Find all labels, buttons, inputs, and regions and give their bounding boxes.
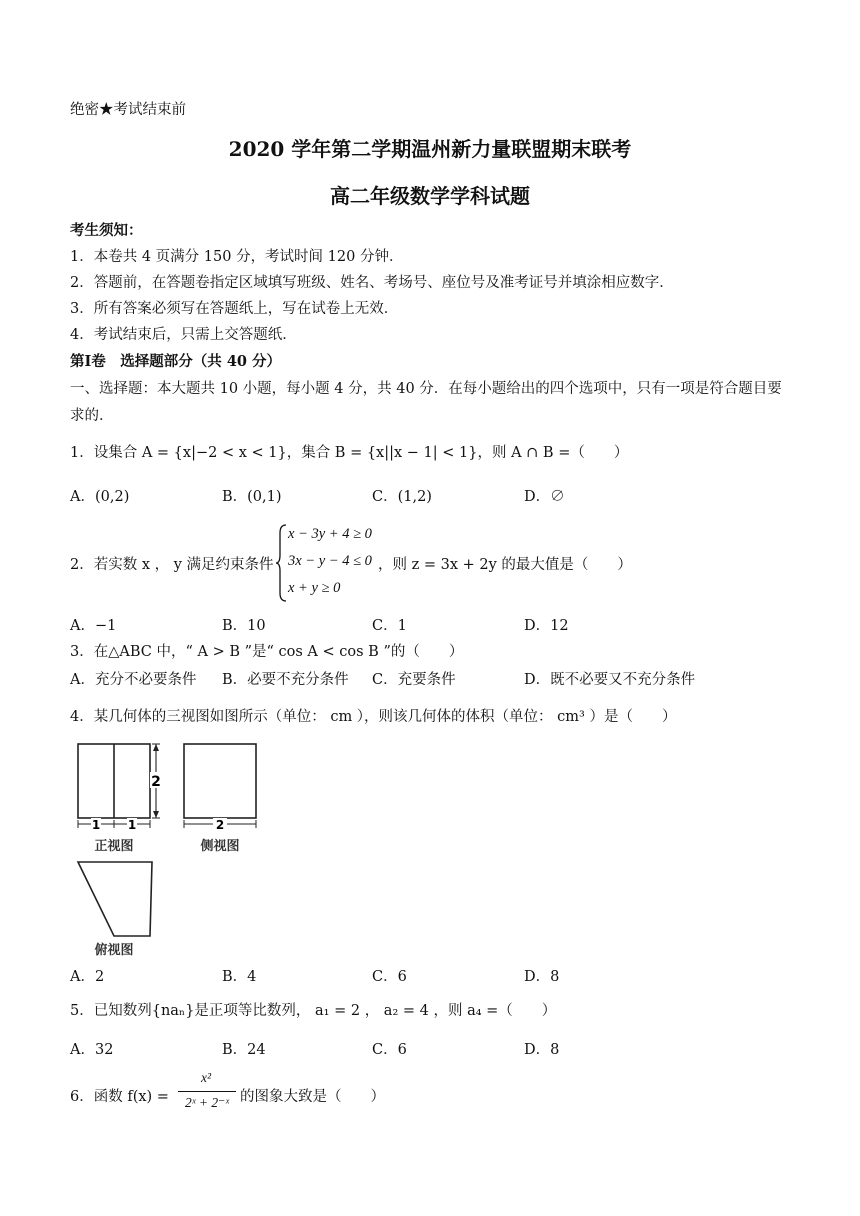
question-1-option-d: D．∅ <box>524 489 565 505</box>
question-4-option-d: D．8 <box>524 969 560 985</box>
top-view <box>78 862 152 958</box>
question-2-option-b: B．10 <box>222 618 266 634</box>
section-heading: 第Ⅰ卷 选择题部分（共 40 分） <box>70 353 282 370</box>
question-1-option-b: B．(0,1) <box>222 489 282 505</box>
top-view-label: 俯视图 <box>94 943 134 958</box>
three-view-figure <box>70 736 270 961</box>
fraction-bar <box>178 1091 236 1092</box>
side-view <box>184 744 256 854</box>
question-1-option-a: A．(0,2) <box>70 489 130 505</box>
notice-item-4: 4．考试结束后，只需上交答题纸． <box>70 327 297 343</box>
question-6-stem-right: 的图象大致是（ ） <box>240 1089 385 1105</box>
question-3-option-c: C．充要条件 <box>372 672 456 688</box>
dim-front-right: 1 <box>127 818 137 832</box>
question-3-stem: 3．在△ABC 中，“ A > B ”是“ cos A < cos B ”的（ ） <box>70 644 464 660</box>
fraction-denominator: 2ˣ + 2⁻ˣ <box>184 1095 230 1110</box>
exam-title: 2020 学年第二学期温州新力量联盟期末联考 <box>228 137 632 161</box>
constraint-brace <box>276 523 288 603</box>
question-2-stem-right: ，则 z = 3x + 2y 的最大值是（ ） <box>378 557 632 573</box>
exam-subtitle: 高二年级数学学科试题 <box>330 184 530 208</box>
constraint-1: x − 3y + 4 ≥ 0 <box>288 526 372 542</box>
notice-item-3: 3．所有答案必须写在答题纸上，写在试卷上无效． <box>70 301 399 317</box>
question-3-option-d: D．既不必要又不充分条件 <box>524 672 696 688</box>
notice-item-1: 1．本卷共 4 页满分 150 分，考试时间 120 分钟． <box>70 249 404 265</box>
confidential-mark: 绝密★考试结束前 <box>70 102 186 118</box>
front-view <box>78 744 162 854</box>
front-view-label: 正视图 <box>94 839 134 854</box>
question-6-stem-left: 6．函数 f(x) = <box>70 1089 169 1105</box>
dim-side: 2 <box>215 818 225 832</box>
side-view-label: 侧视图 <box>200 839 240 854</box>
question-4-option-a: A．2 <box>70 969 105 985</box>
fraction-numerator: x² <box>200 1070 212 1085</box>
question-1-stem: 1．设集合 A = {x|−2 < x < 1}，集合 B = {x||x − 1| < 1}，则 A ∩ B =（ ） <box>70 445 629 461</box>
section-intro-line1: 一、选择题：本大题共 10 小题，每小题 4 分，共 40 分．在每小题给出的四个选项中，只有一项是符合题目要 <box>70 381 782 397</box>
question-5-option-c: C．6 <box>372 1042 407 1058</box>
dim-front-left: 1 <box>91 818 101 832</box>
question-2-option-a: A．−1 <box>70 618 117 634</box>
question-2-stem-left: 2．若实数 x ， y 满足约束条件 <box>70 557 274 573</box>
question-5-option-a: A．32 <box>70 1042 114 1058</box>
constraint-3: x + y ≥ 0 <box>288 580 341 596</box>
question-4-option-c: C．6 <box>372 969 407 985</box>
question-3-option-b: B．必要不充分条件 <box>222 672 349 688</box>
dim-height: 2 <box>151 774 161 790</box>
notice-item-2: 2．答题前，在答题卷指定区域填写班级、姓名、考场号、座位号及准考证号并填涂相应数字． <box>70 275 674 291</box>
question-4-option-b: B．4 <box>222 969 257 985</box>
constraint-2: 3x − y − 4 ≤ 0 <box>288 553 372 569</box>
question-3-option-a: A．充分不必要条件 <box>70 672 197 688</box>
question-5-option-b: B．24 <box>222 1042 266 1058</box>
question-1-option-c: C．(1,2) <box>372 489 432 505</box>
question-2-option-d: D．12 <box>524 618 569 634</box>
question-4-stem: 4．某几何体的三视图如图所示（单位： cm ），则该几何体的体积（单位： cm³ ）是（ ） <box>70 709 677 725</box>
question-2-option-c: C．1 <box>372 618 407 634</box>
notice-heading: 考生须知： <box>70 222 143 239</box>
section-intro-line2: 求的． <box>70 408 114 424</box>
question-5-option-d: D．8 <box>524 1042 560 1058</box>
question-5-stem: 5．已知数列{naₙ}是正项等比数列， a₁ = 2 ， a₂ = 4 ，则 a₄ =（ ） <box>70 1003 557 1019</box>
